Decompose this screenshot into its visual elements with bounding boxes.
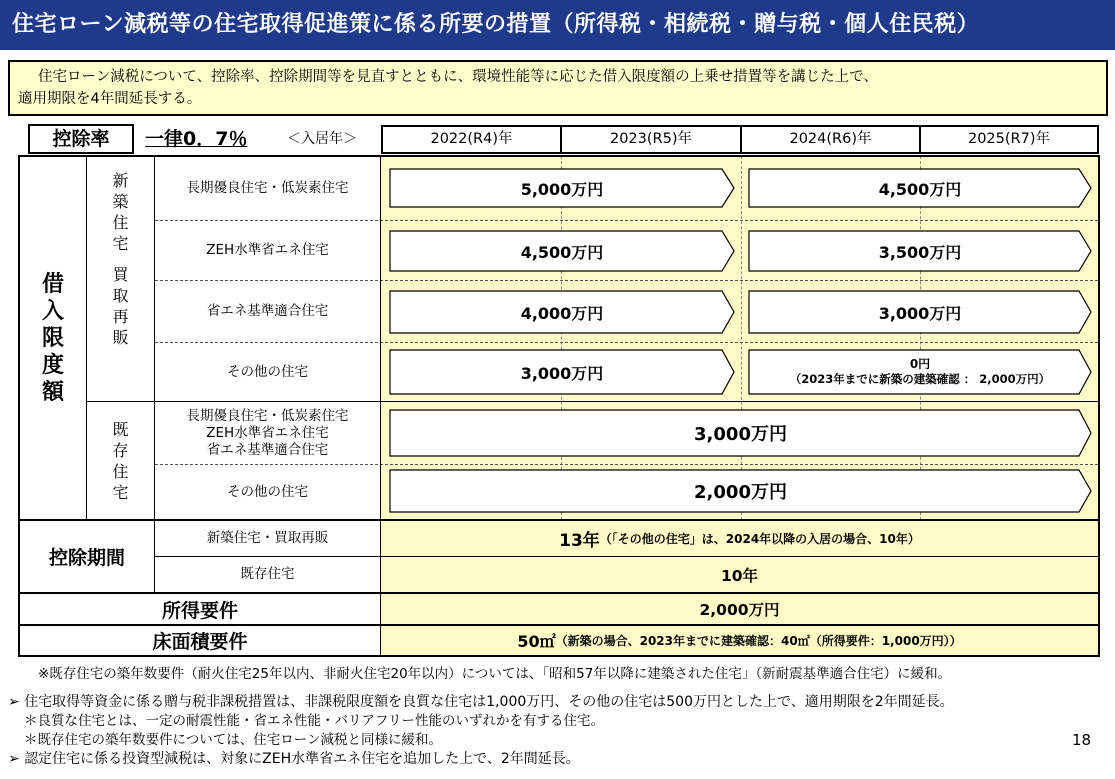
move-in-year-label: ＜入居年＞ xyxy=(287,131,357,147)
floor-area-note: （新築の場合、2023年までに建築確認：40㎡（所得要件：1,000万円）） xyxy=(555,634,962,648)
existing-house-label: 既存住宅 xyxy=(112,419,129,502)
value-zeh-2024-2025: 3,500万円 xyxy=(878,242,962,262)
row-label-zeh: ZEH水準省エネ住宅 xyxy=(206,242,329,258)
new-house-label: 新築住宅 xyxy=(112,171,129,253)
summary-line-1: 住宅ローン減税について、控除率、控除期間等を見直すとともに、環境性能等に応じた借入限度額の上乗せ措置等を講じた上で、 xyxy=(38,69,878,85)
value-long-term-2024-2025: 4,500万円 xyxy=(878,179,962,199)
row-label-existing-other: その他の住宅 xyxy=(227,483,308,500)
row-label-existing-group xyxy=(155,402,380,464)
year-divider xyxy=(741,156,742,520)
row-label-long-term: 長期優良住宅・低炭素住宅 xyxy=(186,180,349,196)
deduction-period-label: 控除期間 xyxy=(48,547,125,569)
arrow-zeh-2024-2025 xyxy=(748,230,1092,272)
page-title: 住宅ローン減税等の住宅取得促進策に係る所要の措置（所得税・相続税・贈与税・個人住民税） xyxy=(0,0,1115,50)
arrow-zeh-2022-2023 xyxy=(389,230,735,272)
summary-line-2: 適用期限を4年間延長する。 xyxy=(18,91,202,107)
value-existing-other: 2,000万円 xyxy=(694,482,787,503)
year-header-2025: 2025(R7)年 xyxy=(919,125,1099,154)
arrow-other-2022-2023 xyxy=(389,349,735,395)
footnote: ※既存住宅の築年数要件（耐火住宅25年以内、非耐火住宅20年以内）については、「昭和57年以降に建築された住宅」（新耐震基準適合住宅）に緩和。 xyxy=(38,666,952,682)
bullet-marker: ➢ xyxy=(8,751,20,767)
existing-group-item: 省エネ基準適合住宅 xyxy=(206,441,329,458)
arrow-long-term-2022-2023 xyxy=(389,168,735,208)
arrow-existing-other xyxy=(389,469,1092,513)
bullet-sub-1: ＊良質な住宅とは、一定の耐震性能・省エネ性能・バリアフリー性能のいずれかを有する住宅。 xyxy=(24,713,604,729)
bullet-text-2: 認定住宅に係る投資型減税は、対象にZEH水準省エネ住宅を追加した上で、2年間延長。 xyxy=(24,751,580,767)
year-header-2022: 2022(R4)年 xyxy=(381,125,562,154)
period-new-label: 新築住宅・買取再販 xyxy=(206,530,329,546)
income-requirement-value: 2,000万円 xyxy=(699,601,780,619)
arrow-energy-2022-2023 xyxy=(389,290,735,334)
deduction-rate-label: 控除率 xyxy=(28,124,134,154)
arrow-other-2024-2025 xyxy=(748,349,1092,395)
arrow-existing-group xyxy=(389,409,1092,457)
year-divider xyxy=(920,156,921,520)
page-number: 18 xyxy=(1072,731,1092,749)
borrow-limit-label-cell xyxy=(20,157,86,519)
period-new-note: （「その他の住宅」は、2024年以降の入居の場合、10年） xyxy=(599,532,920,546)
existing-group-item: ZEH水準省エネ住宅 xyxy=(206,424,329,441)
existing-group-item: 長期優良住宅・低炭素住宅 xyxy=(186,407,349,424)
year-header-2024: 2024(R6)年 xyxy=(740,125,921,154)
year-header-2023: 2023(R5)年 xyxy=(560,125,742,154)
summary-box xyxy=(8,60,1108,116)
floor-area-cell xyxy=(381,626,1098,655)
year-divider xyxy=(561,156,562,520)
new-house-label-cell xyxy=(87,170,154,400)
value-other-2024-2025-note: （2023年までに新築の建築確認 ： 2,000万円） xyxy=(789,372,1051,386)
period-new-value: 13年 xyxy=(559,531,600,551)
period-existing-value: 10年 xyxy=(720,566,759,585)
value-zeh-2022-2023: 4,500万円 xyxy=(520,242,604,262)
period-existing-label: 既存住宅 xyxy=(240,566,295,582)
existing-house-label-cell xyxy=(87,402,154,519)
value-other-2022-2023: 3,000万円 xyxy=(520,363,604,383)
floor-area-label: 床面積要件 xyxy=(152,631,248,653)
period-new-cell xyxy=(381,521,1098,556)
table-border-bottom xyxy=(18,655,1100,657)
value-energy-2024-2025: 3,000万円 xyxy=(878,303,962,323)
borrow-limit-label: 借入限度額 xyxy=(41,271,64,405)
value-long-term-2022-2023: 5,000万円 xyxy=(520,179,604,199)
row-label-energy: 省エネ基準適合住宅 xyxy=(206,303,329,319)
bullet-sub-2: ＊既存住宅の築年数要件については、住宅ローン減税と同様に緩和。 xyxy=(24,732,442,748)
income-requirement-label: 所得要件 xyxy=(161,599,238,622)
bullet-marker: ➢ xyxy=(8,694,20,710)
bullet-text-1: 住宅取得等資金に係る贈与税非課税措置は、非課税限度額を良質な住宅は1,000万円、その他の住宅は500万円とした上で、適用期限を2年間延長。 xyxy=(24,694,954,710)
bullet-item-2 xyxy=(8,750,954,769)
value-other-2024-2025-cell xyxy=(748,349,1092,395)
value-existing-group: 3,000万円 xyxy=(694,424,787,445)
value-energy-2022-2023: 4,000万円 xyxy=(520,303,604,323)
bullet-list xyxy=(8,693,954,769)
deduction-rate-value: 一律0．7％ xyxy=(145,128,248,150)
resale-label: 買取再販 xyxy=(112,265,129,347)
arrow-long-term-2024-2025 xyxy=(748,168,1092,208)
value-other-2024-2025: 0円 xyxy=(909,357,931,371)
row-label-other: その他の住宅 xyxy=(227,363,308,380)
bullet-item-1 xyxy=(8,693,954,712)
floor-area-value: 50㎡ xyxy=(517,632,556,651)
table-border-right xyxy=(1098,155,1100,657)
arrow-energy-2024-2025 xyxy=(748,290,1092,334)
